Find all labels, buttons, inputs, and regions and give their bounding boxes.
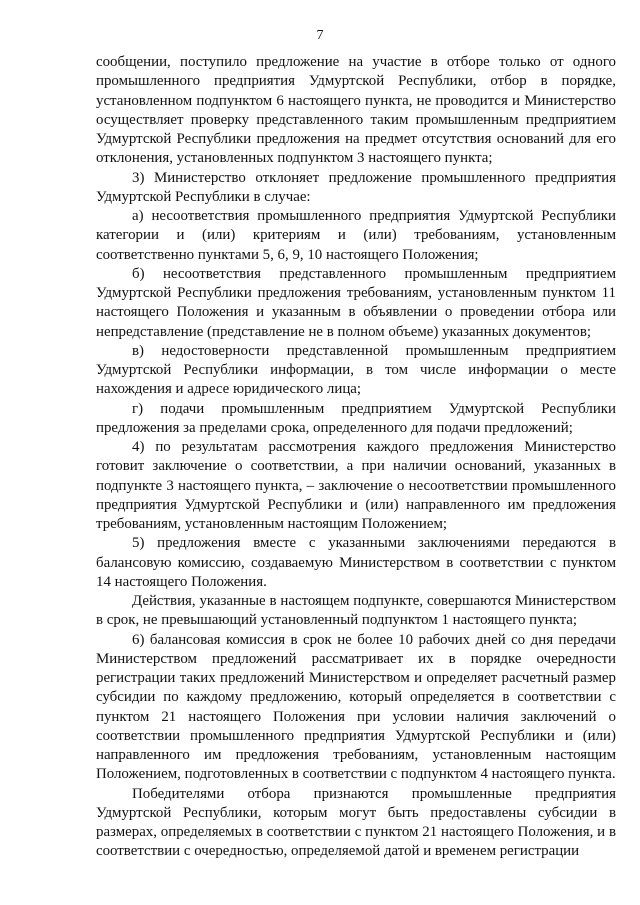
paragraph-item-3b: б) несоответствия представленного промышленным предприятием Удмуртской Республики предложения требованиям, установленным пунктом 11 настоящего Положения и указанным в объявлении о проведении отбора или непредставление (представление не в полном объеме) указанных документов; <box>96 265 616 340</box>
paragraph-item-4: 4) по результатам рассмотрения каждого предложения Министерство готовит заключение о соответствии, а при наличии оснований, указанных в подпункте 3 настоящего пункта, – заключение о несоответствии промышленного предприятия Удмуртской Республики и (или) направленного им предложения требованиям, установленным настоящим Положением; <box>96 439 616 532</box>
paragraph-continuation: сообщении, поступило предложение на участие в отборе только от одного промышленного предприятия Удмуртской Республики, отбор в порядке, установленном подпунктом 6 настоящего пункта, не проводится и Министерство осуществляет проверку представленного таким промышленным предприятием Удмуртской Республики предложения на предмет отсутствия оснований для его отклонения, установленных подпунктом 3 настоящего пункта; <box>96 54 616 167</box>
paragraph-item-3g: г) подачи промышленным предприятием Удмуртской Республики предложения за пределами срока, определенного для подачи предложений; <box>96 400 616 436</box>
paragraph-item-6: 6) балансовая комиссия в срок не более 10 рабочих дней со дня передачи Министерством предложений рассматривает их в порядке очередности регистрации таких предложений Министерством и определяет расчетный размер субсидии по каждому предложению, который определяется в соответствии с пунктом 21 настоящего Положения при условии наличия заключений о соответствии промышленного предприятия Удмуртской Республики и (или) направленного им предложения требованиям, установленным настоящим Положением, подготовленных в соответствии с подпунктом 4 настоящего пункта. <box>96 631 616 783</box>
paragraph-item-3v: в) недостоверности представленной промышленным предприятием Удмуртской Республики информации, в том числе информации о месте нахождения и адресе юридического лица; <box>96 342 616 398</box>
paragraph-item-5-actions: Действия, указанные в настоящем подпункте, совершаются Министерством в срок, не превышающий установленный подпунктом 1 настоящего пункта; <box>96 593 616 629</box>
paragraph-item-3: 3) Министерство отклоняет предложение промышленного предприятия Удмуртской Республики в случае: <box>96 169 616 205</box>
page-number: 7 <box>316 28 324 43</box>
paragraph-item-5: 5) предложения вместе с указанными заключениями передаются в балансовую комиссию, создаваемую Министерством в соответствии с пунктом 14 настоящего Положения. <box>96 535 616 590</box>
paragraph-item-3a: а) несоответствия промышленного предприятия Удмуртской Республики категории и (или) критериям и (или) требованиям, установленным соответственно пунктами 5, 6, 9, 10 настоящего Положения; <box>96 208 616 263</box>
document-body <box>96 53 616 862</box>
paragraph-winners: Победителями отбора признаются промышленные предприятия Удмуртской Республики, которым могут быть предоставлены субсидии в размерах, определяемых в соответствии с пунктом 21 настоящего Положения, и в соответствии с очередностью, определяемой датой и временем регистрации <box>96 785 616 860</box>
